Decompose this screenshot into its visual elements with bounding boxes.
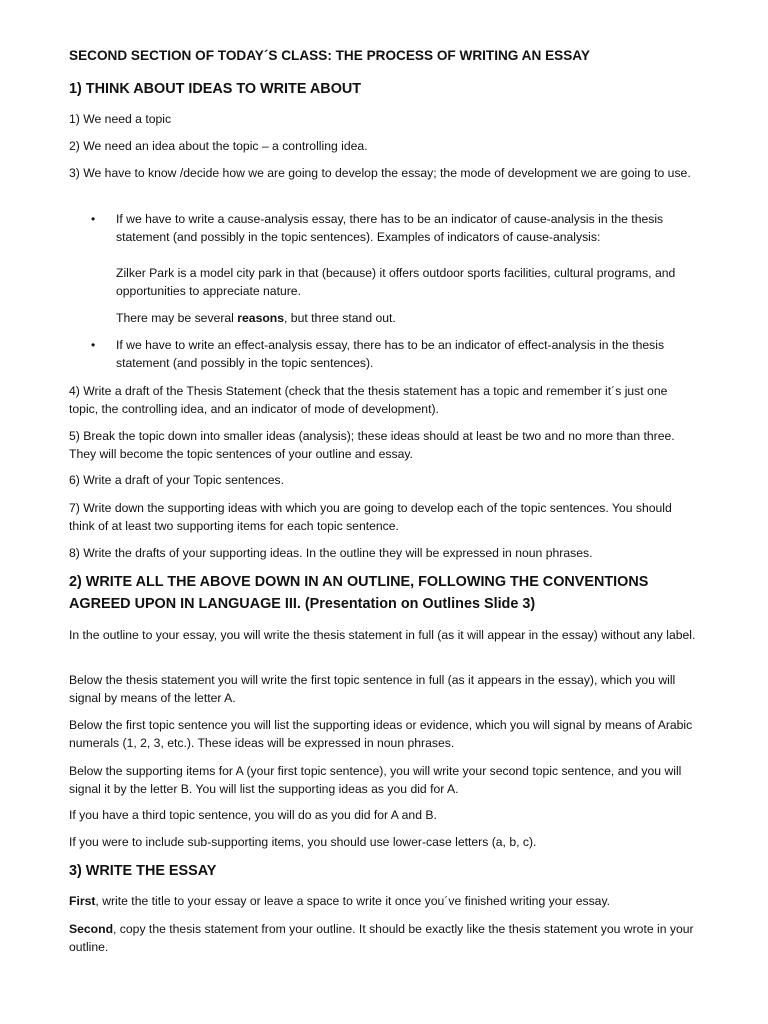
section3-paragraph-2-rest: , copy the thesis statement from your outline. It should be exactly like the thesis statement you wrote in your outline. xyxy=(69,922,694,954)
bullet-effect-analysis: If we have to write an effect-analysis essay, there has to be an indicator of effect-analysis in the thesis statement (and possibly in the topic sentences). xyxy=(116,338,665,370)
section2-paragraph-3: Below the first topic sentence you will list the supporting ideas or evidence, which you will signal by means of Arabic numerals (1, 2, 3, etc.). These ideas will be expressed in noun phrases. xyxy=(69,718,693,750)
section1-item-2: 2) We need an idea about the topic – a controlling idea. xyxy=(69,139,368,153)
section2-paragraph-5: If you have a third topic sentence, you will do as you did for A and B. xyxy=(69,808,437,822)
section1-item-4: 4) Write a draft of the Thesis Statement (check that the thesis statement has a topic and remember it´s just one topic, the controlling idea, and an indicator of mode of development). xyxy=(69,384,668,416)
section2-heading: 2) WRITE ALL THE ABOVE DOWN IN AN OUTLINE, FOLLOWING THE CONVENTIONS AGREED UPON IN LANGUAGE III. (Presentation on Outlines Slide 3) xyxy=(69,574,649,612)
section2-paragraph-2: Below the thesis statement you will write the first topic sentence in full (as it appears in the essay), which you will signal by means of the letter A. xyxy=(69,673,676,705)
section1-item-6: 6) Write a draft of your Topic sentences. xyxy=(69,473,284,487)
section1-item-8: 8) Write the drafts of your supporting ideas. In the outline they will be expressed in noun phrases. xyxy=(69,546,593,560)
example-reasons-post: , but three stand out. xyxy=(284,311,396,325)
section2-paragraph-1: In the outline to your essay, you will write the thesis statement in full (as it will appear in the essay) without any label. xyxy=(69,628,696,642)
section3-paragraph-1-lead: First xyxy=(69,894,96,908)
example-thesis-statement: Zilker Park is a model city park in that (because) it offers outdoor sports facilities, cultural programs, and opportunities to appreciate nature. xyxy=(116,266,676,298)
section3-heading: 3) WRITE THE ESSAY xyxy=(69,863,217,879)
bullet-marker-2: • xyxy=(91,338,96,352)
section3-paragraph-1-rest: , write the title to your essay or leave a space to write it once you´ve finished writing your essay. xyxy=(95,894,611,908)
section3-paragraph-2 xyxy=(69,920,699,956)
bullet-cause-analysis: If we have to write a cause-analysis essay, there has to be an indicator of cause-analysis in the thesis statement (and possibly in the topic sentences). Examples of indicators of cause-analysis: xyxy=(116,212,664,244)
example-reasons-bold: reasons xyxy=(237,311,285,325)
bullet-marker-1: • xyxy=(91,212,96,226)
document-title: SECOND SECTION OF TODAY´S CLASS: THE PROCESS OF WRITING AN ESSAY xyxy=(69,48,590,63)
section1-heading: 1) THINK ABOUT IDEAS TO WRITE ABOUT xyxy=(69,81,362,97)
example-reasons-pre: There may be several xyxy=(116,311,238,325)
section1-item-3: 3) We have to know /decide how we are going to develop the essay; the mode of development we are going to use. xyxy=(69,166,691,180)
section3-paragraph-2-lead: Second xyxy=(69,922,114,936)
section1-item-1: 1) We need a topic xyxy=(69,112,172,126)
section1-item-7: 7) Write down the supporting ideas with which you are going to develop each of the topic sentences. You should think of at least two supporting items for each topic sentence. xyxy=(69,501,672,533)
section1-item-5: 5) Break the topic down into smaller ideas (analysis); these ideas should at least be two and no more than three. They will become the topic sentences of your outline and essay. xyxy=(69,429,675,461)
section3-paragraph-1 xyxy=(69,892,699,910)
example-reasons-sentence xyxy=(116,309,700,327)
section2-paragraph-6: If you were to include sub-supporting items, you should use lower-case letters (a, b, c). xyxy=(69,835,537,849)
section2-paragraph-4: Below the supporting items for A (your first topic sentence), you will write your second topic sentence, and you will signal it by the letter B. You will list the supporting ideas as you did for A. xyxy=(69,764,682,796)
